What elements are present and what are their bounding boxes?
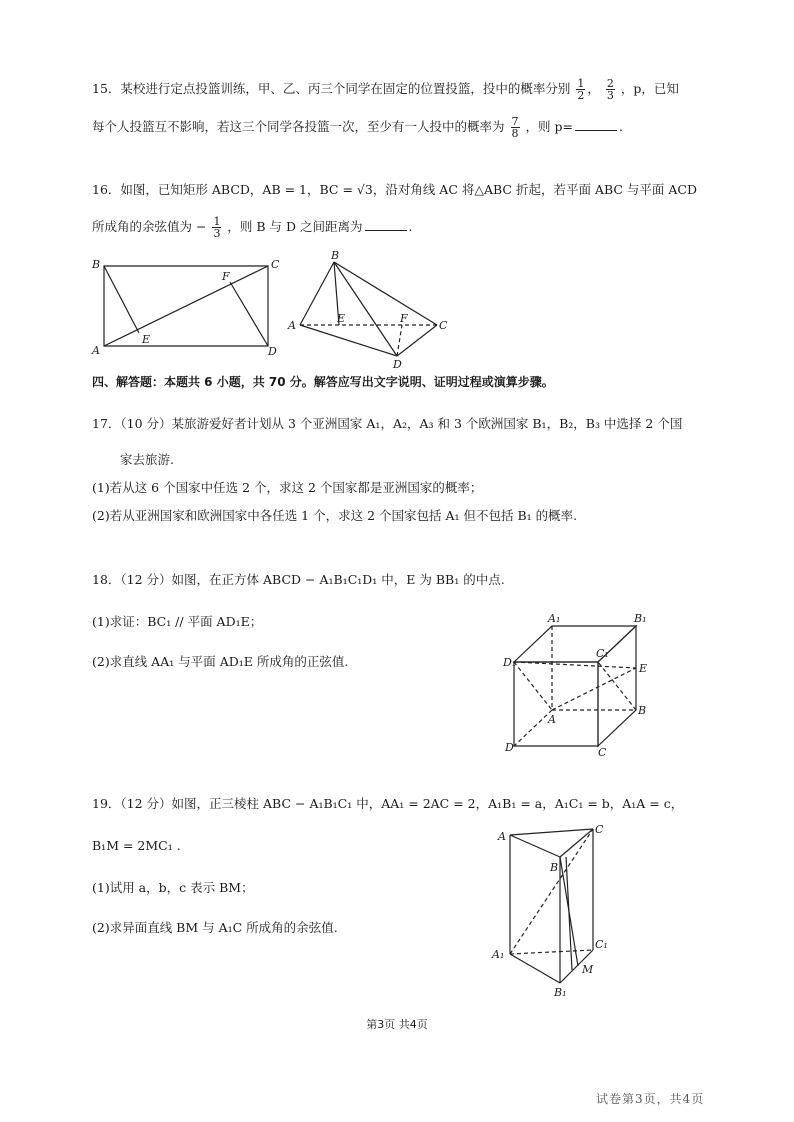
frac-seven-eighths: $\frac{7}{8}$ <box>511 115 519 140</box>
cube-label-D1: D₁ <box>503 656 517 669</box>
prism-a1c <box>510 829 593 954</box>
cube-front-face <box>514 662 598 746</box>
q19-part1: (1)试用 a，b，c 表示 BM； <box>92 880 254 895</box>
prism-label-C1: C₁ <box>595 938 608 951</box>
prism-a1c1 <box>510 950 593 954</box>
cube-label-A1: A₁ <box>548 612 561 625</box>
cube-hidden-2 <box>514 710 552 746</box>
q19-line1: 19．（12 分）如图，正三棱柱 ABC − A₁B₁C₁ 中，AA₁ = 2AC = 2，A₁B₁ = a，A₁C₁ = b，A₁A = c， <box>92 796 684 811</box>
q15-text-c: 每个人投篮互不影响，若这三个同学各投篮一次，至少有一人投中的概率为 <box>92 119 505 134</box>
q19-line2: B₁M = 2MC₁ . <box>92 838 181 853</box>
q16-text-b: ，则 B 与 D 之间距离为 <box>227 219 363 234</box>
cube-label-C: C <box>598 746 607 759</box>
prism-label-A1: A₁ <box>492 948 505 961</box>
fold-ad <box>300 325 397 356</box>
label-D: D <box>268 345 277 358</box>
label-A: A <box>92 344 100 357</box>
fold-label-A: A <box>288 319 296 332</box>
fold-bd <box>334 262 397 356</box>
q17-part1: (1)若从这 6 个国家中任选 2 个，求这 2 个国家都是亚洲国家的概率； <box>92 480 483 495</box>
prism-label-B: B <box>550 861 559 874</box>
q16-period: . <box>408 219 413 234</box>
prism-a1b1 <box>510 954 560 983</box>
prism-label-B1: B₁ <box>554 986 567 999</box>
q15-period: . <box>618 119 623 134</box>
section-4-heading: 四、解答题：本题共 6 小题，共 70 分。解答应写出文字说明、证明过程或演算步骤。 <box>92 375 554 389</box>
q15-sep: ， <box>587 81 600 96</box>
cube-label-B1: B₁ <box>634 612 647 625</box>
cube-label-B: B <box>638 704 647 717</box>
corner-text: 试卷第3页，共4页 <box>596 1092 705 1106</box>
q15-text-b: ，p，已知 <box>620 81 679 96</box>
prism-ab <box>510 835 560 857</box>
q15-text-a: 15．某校进行定点投篮训练，甲、乙、丙三个同学在固定的位置投篮，投中的概率分别 <box>92 81 571 96</box>
prism-label-C: C <box>595 823 604 836</box>
q18-part2: (2)求直线 AA₁ 与平面 AD₁E 所成角的正弦值. <box>92 654 349 669</box>
seg-df <box>230 282 268 346</box>
fold-df <box>397 325 402 356</box>
cube-d1e <box>514 662 636 668</box>
cube-label-A: A <box>548 713 556 726</box>
fold-label-D: D <box>393 358 402 371</box>
label-F: F <box>222 270 230 283</box>
fold-ab <box>300 262 334 325</box>
q16-text-a: 所成角的余弦值为 − <box>92 219 207 234</box>
q15-text-d: ，则 p= <box>525 119 573 134</box>
seg-be <box>104 266 139 333</box>
page-footer: 第3页 共4页 <box>366 1018 428 1031</box>
cube-label-D: D <box>505 741 514 754</box>
fold-label-B: B <box>331 249 340 262</box>
frac-half: $\frac{1}{2}$ <box>577 77 585 102</box>
label-B: B <box>92 258 101 271</box>
q17-part2: (2)若从亚洲国家和欧洲国家中各任选 1 个，求这 2 个国家包括 A₁ 但不包括 B₁ 的概率. <box>92 508 578 523</box>
prism-label-A: A <box>498 830 506 843</box>
label-E: E <box>142 333 151 346</box>
prism-label-M: M <box>582 963 594 976</box>
q16-line1: 16．如图，已知矩形 ABCD，AB = 1，BC = √3，沿对角线 AC 将△ABC 折起，若平面 ABC 与平面 ACD <box>92 182 697 197</box>
cube-ae <box>552 668 636 710</box>
q18-line1: 18．（12 分）如图，在正方体 ABCD − A₁B₁C₁D₁ 中，E 为 BB₁ 的中点. <box>92 572 505 587</box>
fold-label-F: F <box>400 312 408 325</box>
q18-part1: (1)求证：BC₁ // 平面 AD₁E； <box>92 614 263 629</box>
prism-ac <box>510 829 593 835</box>
frac-one-third: $\frac{1}{3}$ <box>213 215 221 240</box>
cube-d1a <box>514 662 552 710</box>
cube-bc1 <box>598 662 636 710</box>
fold-label-E: E <box>337 312 346 325</box>
prism-bm2 <box>566 857 572 970</box>
label-C: C <box>271 258 280 271</box>
q17-line2: 家去旅游. <box>120 452 174 467</box>
cube-label-E: E <box>639 662 648 675</box>
diag-ac <box>104 266 268 346</box>
q19-part2: (2)求异面直线 BM 与 A₁C 所成角的余弦值. <box>92 920 338 935</box>
fold-label-C: C <box>439 319 448 332</box>
q17-line1: 17．（10 分）某旅游爱好者计划从 3 个亚洲国家 A₁，A₂，A₃ 和 3 个欧洲国家 B₁，B₂，B₃ 中选择 2 个国 <box>92 416 683 431</box>
cube-label-C1: C₁ <box>596 647 609 660</box>
frac-two-thirds: $\frac{2}{3}$ <box>606 77 614 102</box>
fold-cd <box>397 325 437 356</box>
fold-bc <box>334 262 437 325</box>
